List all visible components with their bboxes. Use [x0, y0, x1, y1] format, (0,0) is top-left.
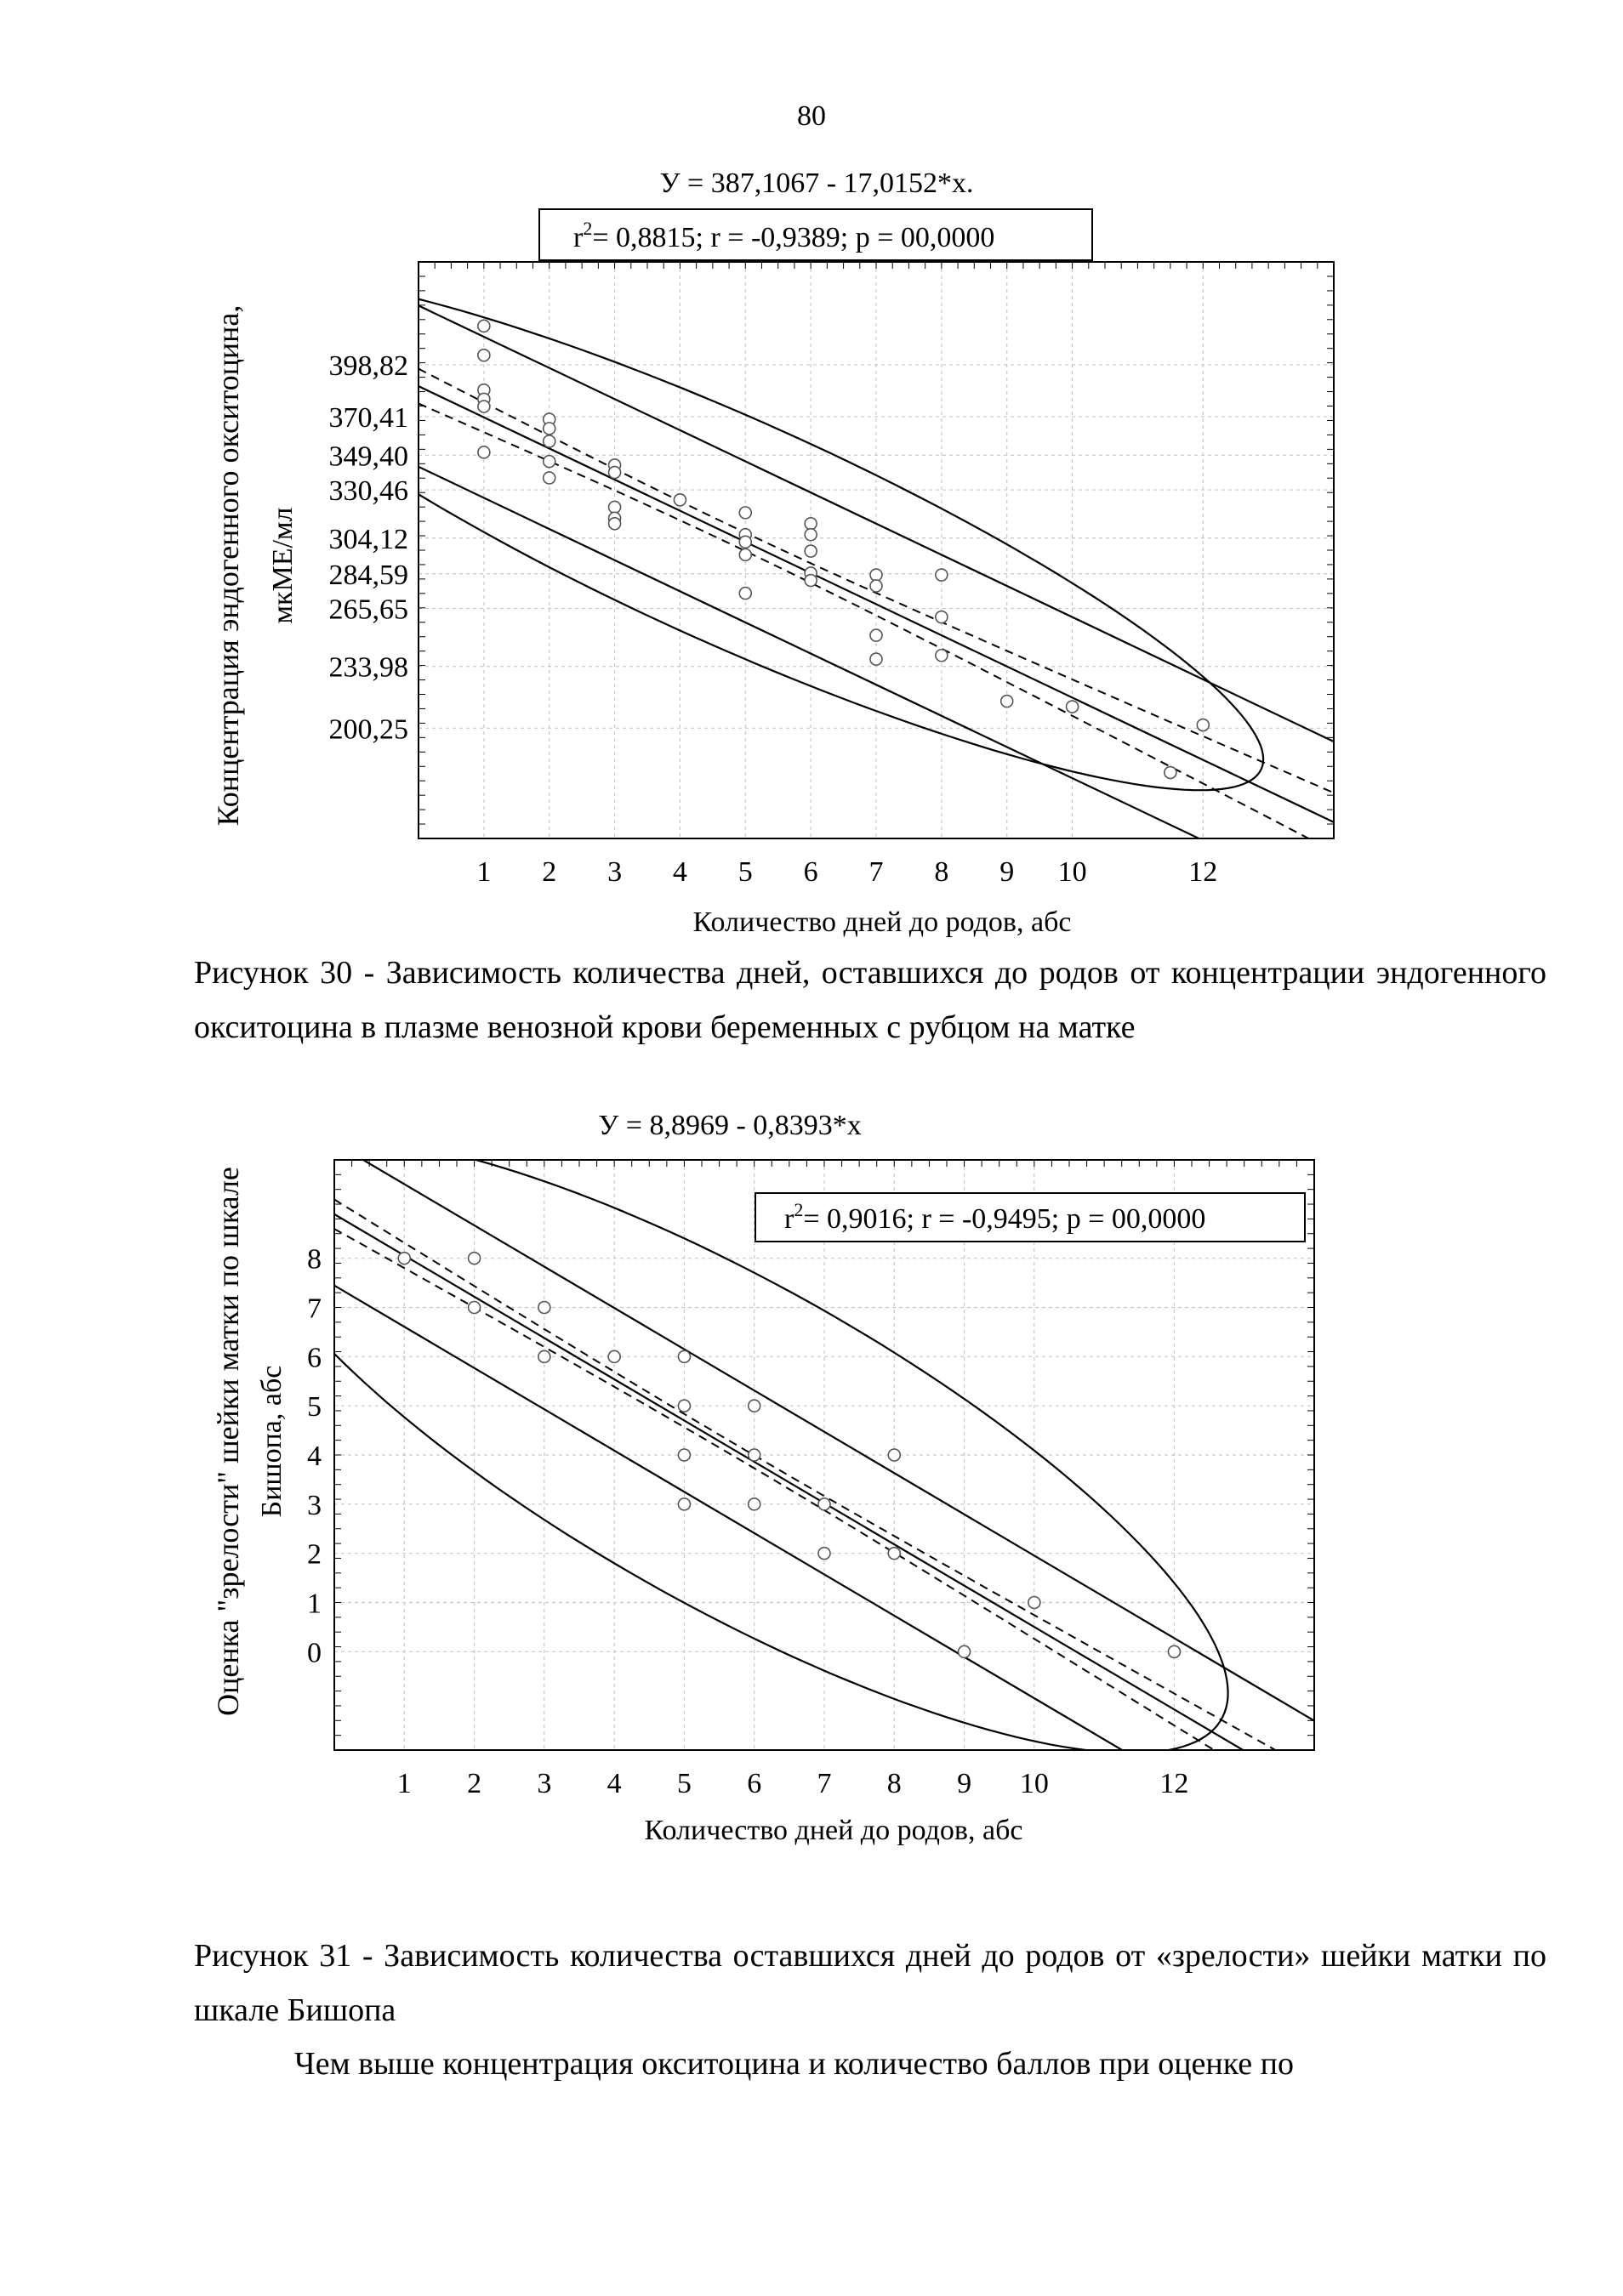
x-tick-label: 9	[999, 856, 1015, 888]
data-point	[1197, 719, 1209, 731]
data-point	[870, 629, 882, 641]
plot-area	[208, 262, 1334, 903]
data-point	[538, 1350, 550, 1362]
data-point	[544, 423, 555, 435]
x-tick-label: 2	[467, 1768, 482, 1799]
data-point	[678, 1449, 690, 1461]
y-tick-label: 4	[307, 1441, 322, 1472]
data-point	[674, 494, 686, 506]
x-tick-label: 5	[737, 856, 753, 888]
x-axis-label: Количество дней до родов, абс	[692, 906, 1072, 938]
data-point	[739, 536, 751, 548]
data-point	[478, 320, 490, 332]
data-point	[805, 518, 817, 530]
data-point	[678, 1400, 690, 1412]
y-tick-label: 6	[307, 1342, 322, 1374]
stats-text: $r^2= 0,8815$; r = -0,9389; p = 00,0000	[573, 218, 995, 253]
body-paragraph: Чем выше концентрация окситоцина и количество баллов при оценке по	[294, 2046, 1294, 2082]
figure-31-caption: Рисунок 31 - Зависимость количества оставшихся дней до родов от «зрелости» шейки матки по шкале Бишопа	[194, 1938, 1546, 2028]
data-point	[1067, 701, 1079, 713]
x-tick-label: 8	[934, 856, 949, 888]
data-point	[936, 650, 948, 662]
data-point	[749, 1449, 760, 1461]
confidence-band-lower	[419, 404, 1334, 852]
data-point	[888, 1449, 900, 1461]
x-tick-label: 4	[606, 1768, 622, 1799]
data-point	[805, 575, 817, 587]
data-point	[609, 467, 621, 479]
y-tick-label: 7	[307, 1293, 322, 1325]
data-point	[936, 569, 948, 581]
x-tick-label: 3	[537, 1768, 552, 1799]
y-tick-label: 284,59	[328, 559, 408, 591]
data-point	[538, 1302, 550, 1314]
data-point	[749, 1400, 760, 1412]
x-tick-label: 4	[672, 856, 687, 888]
x-tick-label: 7	[868, 856, 884, 888]
data-point	[1165, 767, 1176, 779]
y-tick-label: 200,25	[328, 713, 408, 746]
page-number: 80	[797, 100, 826, 132]
x-tick-label: 9	[957, 1768, 972, 1799]
data-point	[1168, 1645, 1180, 1657]
x-tick-label: 10	[1057, 856, 1087, 888]
data-point	[818, 1548, 830, 1560]
data-point	[678, 1350, 690, 1362]
y-axis-label: Оценка "зрелости" шейки матки по шкале	[211, 1167, 245, 1716]
figure-30-caption: Рисунок 30 - Зависимость количества дней, оставшихся до родов от концентрации эндогенного окситоцина в плазме венозной крови беременных с рубцом на матке	[194, 955, 1546, 1045]
data-point	[544, 472, 555, 484]
data-point	[739, 548, 751, 560]
data-point	[478, 350, 490, 361]
data-point	[608, 1350, 620, 1362]
y-tick-label: 304,12	[328, 523, 408, 555]
x-tick-label: 2	[542, 856, 557, 888]
x-tick-label: 1	[476, 856, 492, 888]
data-point	[888, 1548, 900, 1560]
chart-bishop	[211, 1110, 1314, 1863]
chart-oxytocin	[208, 168, 1334, 938]
data-point	[739, 507, 751, 519]
data-point	[678, 1498, 690, 1510]
data-point	[805, 529, 817, 541]
x-tick-label: 7	[817, 1768, 832, 1799]
y-tick-label: 1	[307, 1588, 322, 1620]
chart-title: У = 8,8969 - 0,8393*x	[598, 1110, 862, 1141]
y-tick-label: 233,98	[328, 651, 408, 684]
grid-lines	[334, 1160, 1314, 1750]
data-point	[870, 569, 882, 581]
y-tick-label: 398,82	[328, 350, 408, 382]
y-tick-label: 0	[307, 1637, 322, 1669]
y-tick-label: 265,65	[328, 594, 408, 626]
x-tick-label: 8	[886, 1768, 902, 1799]
x-tick-label: 10	[1019, 1768, 1049, 1799]
data-point	[478, 446, 490, 458]
x-tick-label: 3	[607, 856, 623, 888]
data-point	[936, 611, 948, 623]
y-tick-label: 5	[307, 1391, 322, 1424]
x-tick-label: 6	[803, 856, 818, 888]
y-tick-label: 370,41	[328, 402, 408, 435]
x-tick-label: 5	[676, 1768, 692, 1799]
y-axis-label-unit: мкМЕ/мл	[267, 507, 299, 624]
y-axis-label-unit: Бишопа, абс	[256, 1365, 288, 1518]
y-tick-label: 330,46	[328, 475, 408, 508]
data-point	[544, 435, 555, 447]
data-point	[469, 1302, 481, 1314]
data-point	[739, 588, 751, 600]
data-point	[398, 1253, 410, 1265]
x-tick-label: 12	[1159, 1768, 1189, 1799]
regression-line	[419, 386, 1334, 822]
x-tick-label: 12	[1188, 856, 1218, 888]
data-point	[469, 1253, 481, 1265]
y-tick-label: 349,40	[328, 440, 408, 473]
data-point	[609, 518, 621, 530]
data-point	[959, 1645, 971, 1657]
data-point	[870, 653, 882, 665]
data-point	[870, 580, 882, 592]
y-tick-label: 2	[307, 1538, 322, 1571]
x-tick-label: 1	[396, 1768, 412, 1799]
data-point	[749, 1498, 760, 1510]
data-point	[1001, 696, 1013, 708]
prediction-line-lower	[419, 467, 1334, 903]
y-axis-label: Концентрация эндогенного окситоцина,	[211, 304, 245, 827]
data-point	[478, 401, 490, 412]
data-point	[1028, 1597, 1040, 1609]
plot-area	[239, 1137, 1315, 1863]
data-point	[609, 501, 621, 513]
stats-text: $r^2= 0,9016$; r = -0,9495; p = 00,0000	[784, 1199, 1206, 1235]
y-tick-label: 8	[307, 1243, 322, 1276]
x-tick-label: 6	[747, 1768, 762, 1799]
data-point	[818, 1498, 830, 1510]
chart-title: У = 387,1067 - 17,0152*x.	[659, 168, 974, 199]
data-point	[805, 545, 817, 557]
grid-lines	[419, 262, 1334, 838]
y-tick-label: 3	[307, 1489, 322, 1521]
data-point	[544, 456, 555, 468]
x-axis-label: Количество дней до родов, абс	[644, 1815, 1023, 1846]
